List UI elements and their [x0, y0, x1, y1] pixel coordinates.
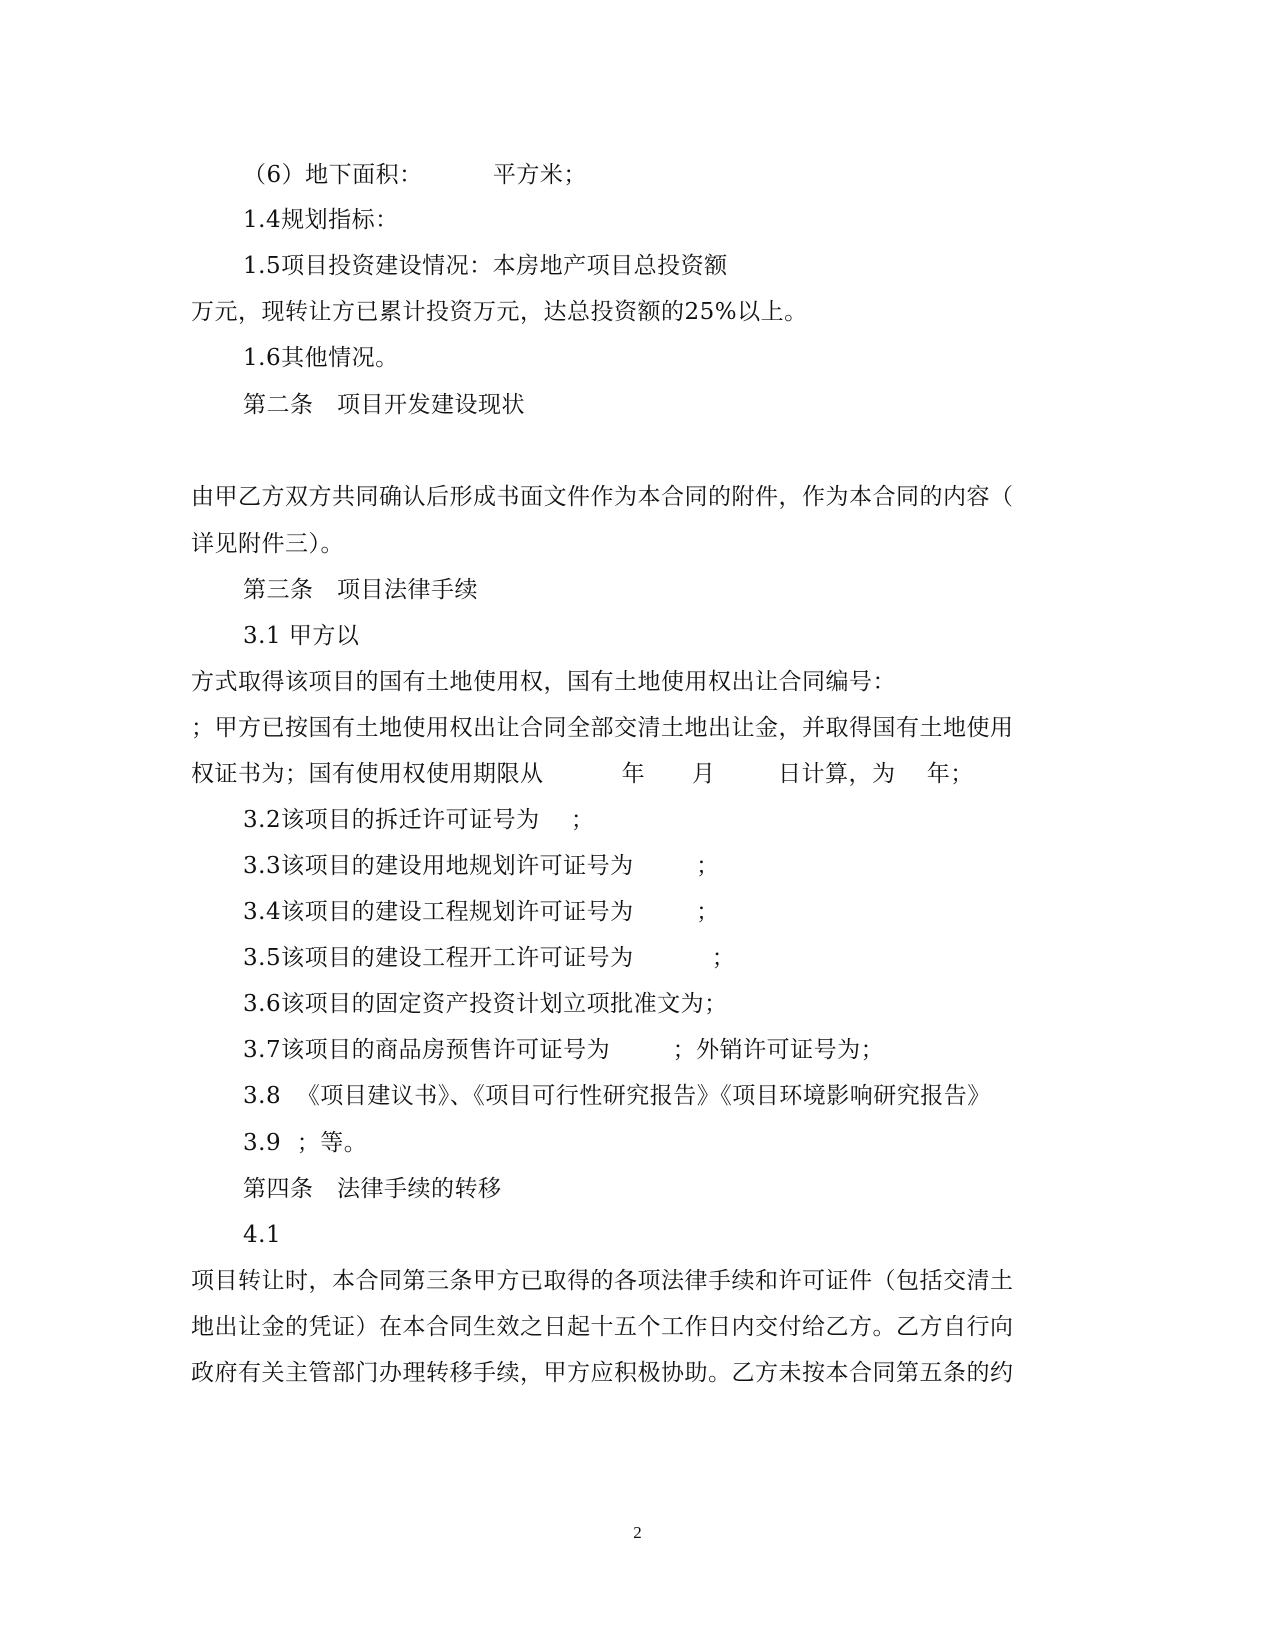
- paragraph-line: 由甲乙方双方共同确认后形成书面文件作为本合同的附件，作为本合同的内容（: [191, 484, 1014, 510]
- paragraph-line: ；甲方已按国有土地使用权出让合同全部交清土地出让金，并取得国有土地使用: [191, 715, 1014, 741]
- paragraph-line: 权证书为；国有使用权使用期限从 年 月 日计算，为 年；: [191, 761, 974, 787]
- item-3-8: 3.8 《项目建议书》、《项目可行性研究报告》《项目环境影响研究报告》: [243, 1083, 991, 1109]
- item-3-9: 3.9 ；等。: [243, 1130, 368, 1156]
- item-underground-area: （6）地下面积： 平方米；: [243, 162, 587, 188]
- item-1-4-planning-index: 1.4规划指标：: [243, 207, 399, 233]
- paragraph-line: 万元，现转让方已累计投资万元，达总投资额的25%以上。: [191, 299, 808, 325]
- item-1-5-investment: 1.5项目投资建设情况：本房地产项目总投资额: [243, 253, 728, 279]
- page-number: 2: [633, 1523, 642, 1542]
- item-3-3: 3.3该项目的建设用地规划许可证号为 ；: [243, 853, 720, 879]
- paragraph-line: 项目转让时，本合同第三条甲方已取得的各项法律手续和许可证件（包括交清土: [191, 1268, 1014, 1294]
- paragraph-line: 方式取得该项目的国有土地使用权，国有土地使用权出让合同编号：: [191, 669, 896, 695]
- article-4-heading: 第四条 法律手续的转移: [243, 1176, 502, 1202]
- item-1-6-other: 1.6其他情况。: [243, 345, 399, 371]
- article-2-heading: 第二条 项目开发建设现状: [243, 392, 525, 418]
- item-3-6: 3.6该项目的固定资产投资计划立项批准文为；: [243, 991, 728, 1017]
- item-3-5: 3.5该项目的建设工程开工许可证号为 ；: [243, 945, 736, 971]
- item-4-1: 4.1: [243, 1222, 282, 1248]
- paragraph-line: 详见附件三）。: [191, 531, 344, 557]
- item-3-2: 3.2该项目的拆迁许可证号为 ；: [243, 807, 595, 833]
- item-3-1: 3.1 甲方以: [243, 623, 360, 649]
- article-3-heading: 第三条 项目法律手续: [243, 577, 478, 603]
- item-3-4: 3.4该项目的建设工程规划许可证号为 ；: [243, 899, 720, 925]
- paragraph-line: 地出让金的凭证）在本合同生效之日起十五个工作日内交付给乙方。乙方自行向: [191, 1314, 1014, 1340]
- item-3-7: 3.7该项目的商品房预售许可证号为 ；外销许可证号为；: [243, 1037, 885, 1063]
- paragraph-line: 政府有关主管部门办理转移手续，甲方应积极协助。乙方未按本合同第五条的约: [191, 1360, 1014, 1386]
